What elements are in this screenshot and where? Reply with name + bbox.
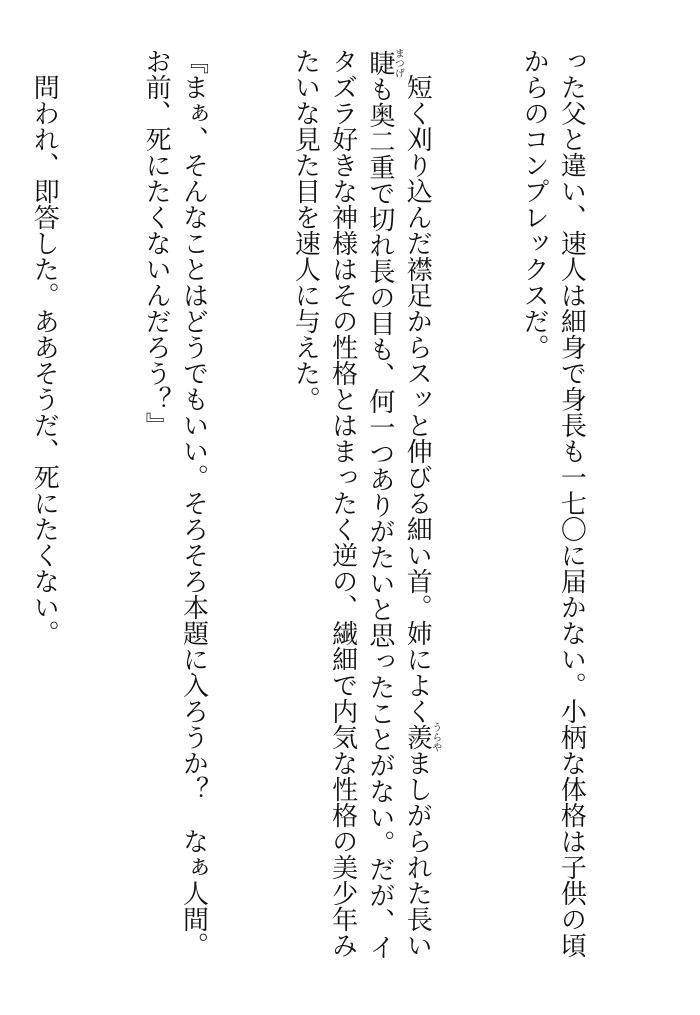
ruby-annotation-urayama: 羨うらや <box>402 722 441 752</box>
paragraph-1: った父と違い、速人は細身で身長も一七〇に届かない。小柄な体格は子供の頃からのコンプレックスだ。 <box>519 48 587 958</box>
ruby-annotation-matsuge: 睫まつげ <box>364 48 404 78</box>
paragraph-2: 短く刈り込んだ襟足からスッと伸びる細い首。姉によく羨うらやましがられた長い睫まつげも奥二重で切れ長の目も、何一つありがたいと思ったことがない。だが、イタズラ好きな神様はその性格とはまったく逆の、繊細で内気な性格の美少年みたいな見た目を速人に与えた。 <box>290 48 441 960</box>
vertical-text-body <box>0 48 664 978</box>
paragraph-3: 『まぁ、そんなことはどうでもいい。そろそろ本題に入ろうか？ なぁ人間。お前、死にたくないんだろう？』 <box>141 48 209 958</box>
paragraph-4: 問われ、即答した。ああそうだ、死にたくない。 <box>29 48 60 646</box>
